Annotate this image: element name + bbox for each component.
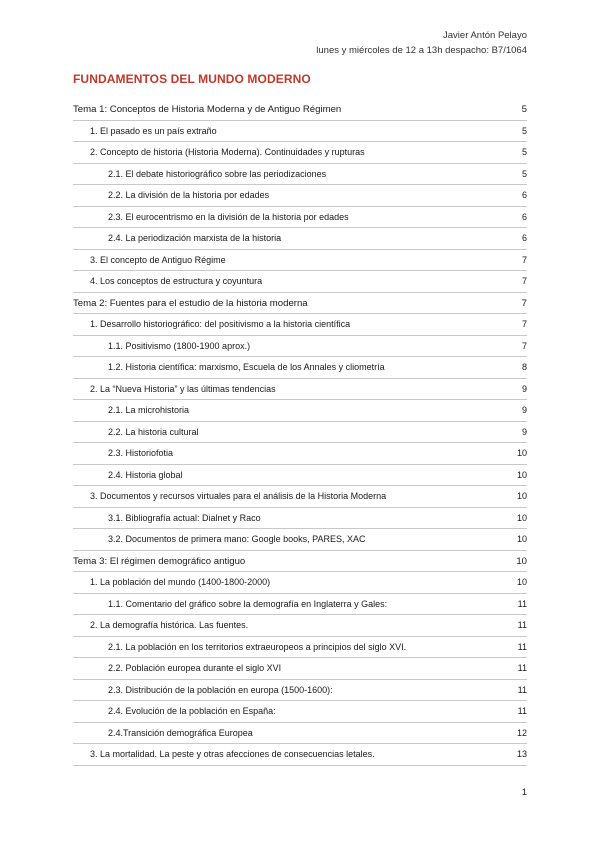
toc-subsection-entry[interactable]: [73, 508, 527, 530]
toc-chapter-entry[interactable]: [73, 293, 527, 315]
toc-section-entry[interactable]: [73, 142, 527, 164]
toc-subsection-entry[interactable]: [73, 680, 527, 702]
toc-chapter-entry[interactable]: [73, 99, 527, 121]
toc-entry-label: 2.1. La microhistoria: [108, 405, 190, 415]
toc-entry-page: 9: [521, 405, 527, 415]
toc-entry-label: 1.1. Positivismo (1800-1900 aprox.): [108, 340, 251, 351]
toc-section-entry[interactable]: [73, 379, 527, 401]
toc-entry-page: 10: [516, 555, 527, 567]
toc-entry-page: 7: [521, 276, 527, 286]
toc-subsection-entry[interactable]: [73, 465, 527, 487]
toc-entry-label: 2.2. Población europea durante el siglo XVI: [108, 663, 282, 673]
toc-subsection-entry[interactable]: [73, 594, 527, 616]
toc-entry-label: 2.3. Distribución de la población en europa (1500-1600):: [108, 684, 333, 695]
toc-entry-page: 5: [521, 147, 527, 157]
toc-entry-page: 11: [517, 620, 527, 630]
table-of-contents: [73, 99, 527, 766]
toc-subsection-entry[interactable]: [73, 658, 527, 680]
toc-entry-label: 1.1. Comentario del gráfico sobre la demografía en Inglaterra y Gales:: [108, 598, 388, 609]
toc-entry-label: 2.3. Historiofotia: [108, 448, 174, 458]
toc-entry-page: 12: [516, 727, 527, 738]
toc-section-entry[interactable]: [73, 744, 527, 766]
toc-subsection-entry[interactable]: [73, 357, 527, 379]
toc-entry-page: 6: [521, 211, 527, 222]
toc-subsection-entry[interactable]: [73, 185, 527, 207]
toc-entry-label: 2.4. Historia global: [108, 469, 183, 480]
toc-entry-label: Tema 1: Conceptos de Historia Moderna y de Antiguo Régimen: [73, 104, 342, 115]
toc-entry-label: 3. Documentos y recursos virtuales para el análisis de la Historia Moderna: [90, 491, 387, 501]
toc-section-entry[interactable]: [73, 486, 527, 508]
toc-subsection-entry[interactable]: [73, 637, 527, 659]
toc-entry-page: 11: [517, 641, 527, 652]
toc-entry-page: 13: [516, 749, 527, 759]
toc-entry-label: 1.2. Historia científica: marxismo, Escuela de los Annales y cliometría: [108, 362, 385, 372]
office-hours: lunes y miércoles de 12 a 13h despacho: B7/1064: [316, 45, 527, 56]
toc-entry-page: 7: [521, 340, 527, 351]
toc-entry-page: 11: [517, 598, 527, 609]
toc-entry-label: 2.3. El eurocentrismo en la división de la historia por edades: [108, 211, 349, 222]
document-header: [316, 28, 527, 58]
toc-entry-label: 1. Desarrollo historiográfico: del positivismo a la historia científica: [90, 319, 351, 329]
toc-entry-page: 11: [517, 706, 527, 716]
toc-subsection-entry[interactable]: [73, 701, 527, 723]
toc-subsection-entry[interactable]: [73, 228, 527, 250]
toc-section-entry[interactable]: [73, 271, 527, 293]
toc-entry-label: 1. La población del mundo (1400-1800-2000): [90, 577, 271, 587]
toc-entry-label: 2.4.Transición demográfica Europea: [108, 727, 253, 738]
toc-entry-label: 2.4. La periodización marxista de la historia: [108, 233, 282, 243]
toc-entry-label: 2.4. Evolución de la población en España:: [108, 706, 276, 716]
toc-entry-page: 5: [521, 104, 527, 115]
toc-entry-page: 10: [516, 491, 527, 501]
toc-subsection-entry[interactable]: [73, 164, 527, 186]
toc-entry-page: 5: [521, 168, 527, 179]
toc-entry-page: 10: [516, 448, 527, 458]
toc-entry-page: 10: [516, 577, 527, 587]
toc-entry-label: 2. La “Nueva Historia” y las últimas tendencias: [90, 383, 276, 394]
toc-entry-label: 2.1. El debate historiográfico sobre las periodizaciones: [108, 168, 327, 179]
document-title: FUNDAMENTOS DEL MUNDO MODERNO: [73, 72, 311, 86]
toc-section-entry[interactable]: [73, 121, 527, 143]
toc-entry-page: 11: [517, 663, 527, 673]
toc-entry-label: 3.2. Documentos de primera mano: Google books, PARES, XAC: [108, 534, 366, 544]
toc-section-entry[interactable]: [73, 572, 527, 594]
toc-entry-label: 2. La demografía histórica. Las fuentes.: [90, 620, 249, 630]
toc-entry-label: 2. Concepto de historia (Historia Moderna). Continuidades y rupturas: [90, 147, 365, 157]
toc-entry-page: 7: [521, 254, 527, 265]
toc-entry-label: 1. El pasado es un país extraño: [90, 125, 217, 136]
toc-entry-page: 7: [521, 297, 527, 309]
toc-subsection-entry[interactable]: [73, 529, 527, 551]
page-number: 1: [521, 787, 527, 798]
toc-subsection-entry[interactable]: [73, 207, 527, 229]
toc-entry-label: Tema 3: El régimen demográfico antiguo: [73, 555, 246, 567]
toc-section-entry[interactable]: [73, 615, 527, 637]
toc-entry-label: 3. El concepto de Antiguo Régime: [90, 254, 226, 265]
toc-subsection-entry[interactable]: [73, 422, 527, 444]
toc-entry-page: 10: [516, 534, 527, 544]
toc-section-entry[interactable]: [73, 250, 527, 272]
toc-entry-page: 11: [517, 684, 527, 695]
toc-entry-page: 6: [521, 190, 527, 200]
toc-entry-page: 5: [521, 125, 527, 136]
toc-entry-label: Tema 2: Fuentes para el estudio de la historia moderna: [73, 297, 308, 309]
toc-entry-page: 9: [521, 383, 527, 394]
toc-chapter-entry[interactable]: [73, 551, 527, 573]
toc-entry-page: 9: [521, 426, 527, 437]
toc-section-entry[interactable]: [73, 314, 527, 336]
toc-subsection-entry[interactable]: [73, 723, 527, 745]
toc-entry-label: 2.1. La población en los territorios extraeuropeos a principios del siglo XVI.: [108, 641, 407, 652]
toc-entry-page: 10: [516, 469, 527, 480]
toc-entry-page: 6: [521, 233, 527, 243]
toc-entry-page: 10: [516, 512, 527, 523]
toc-entry-page: 8: [521, 362, 527, 372]
toc-entry-label: 3.1. Bibliografía actual: Dialnet y Raco: [108, 512, 261, 523]
toc-entry-label: 2.2. La historia cultural: [108, 426, 199, 437]
toc-entry-label: 2.2. La división de la historia por edades: [108, 190, 270, 200]
toc-subsection-entry[interactable]: [73, 400, 527, 422]
toc-subsection-entry[interactable]: [73, 443, 527, 465]
toc-subsection-entry[interactable]: [73, 336, 527, 358]
author-name: Javier Antón Pelayo: [443, 30, 527, 41]
toc-entry-label: 3. La mortalidad. La peste y otras afecciones de consecuencias letales.: [90, 749, 375, 759]
toc-entry-page: 7: [521, 319, 527, 329]
toc-entry-label: 4. Los conceptos de estructura y coyuntura: [90, 276, 263, 286]
